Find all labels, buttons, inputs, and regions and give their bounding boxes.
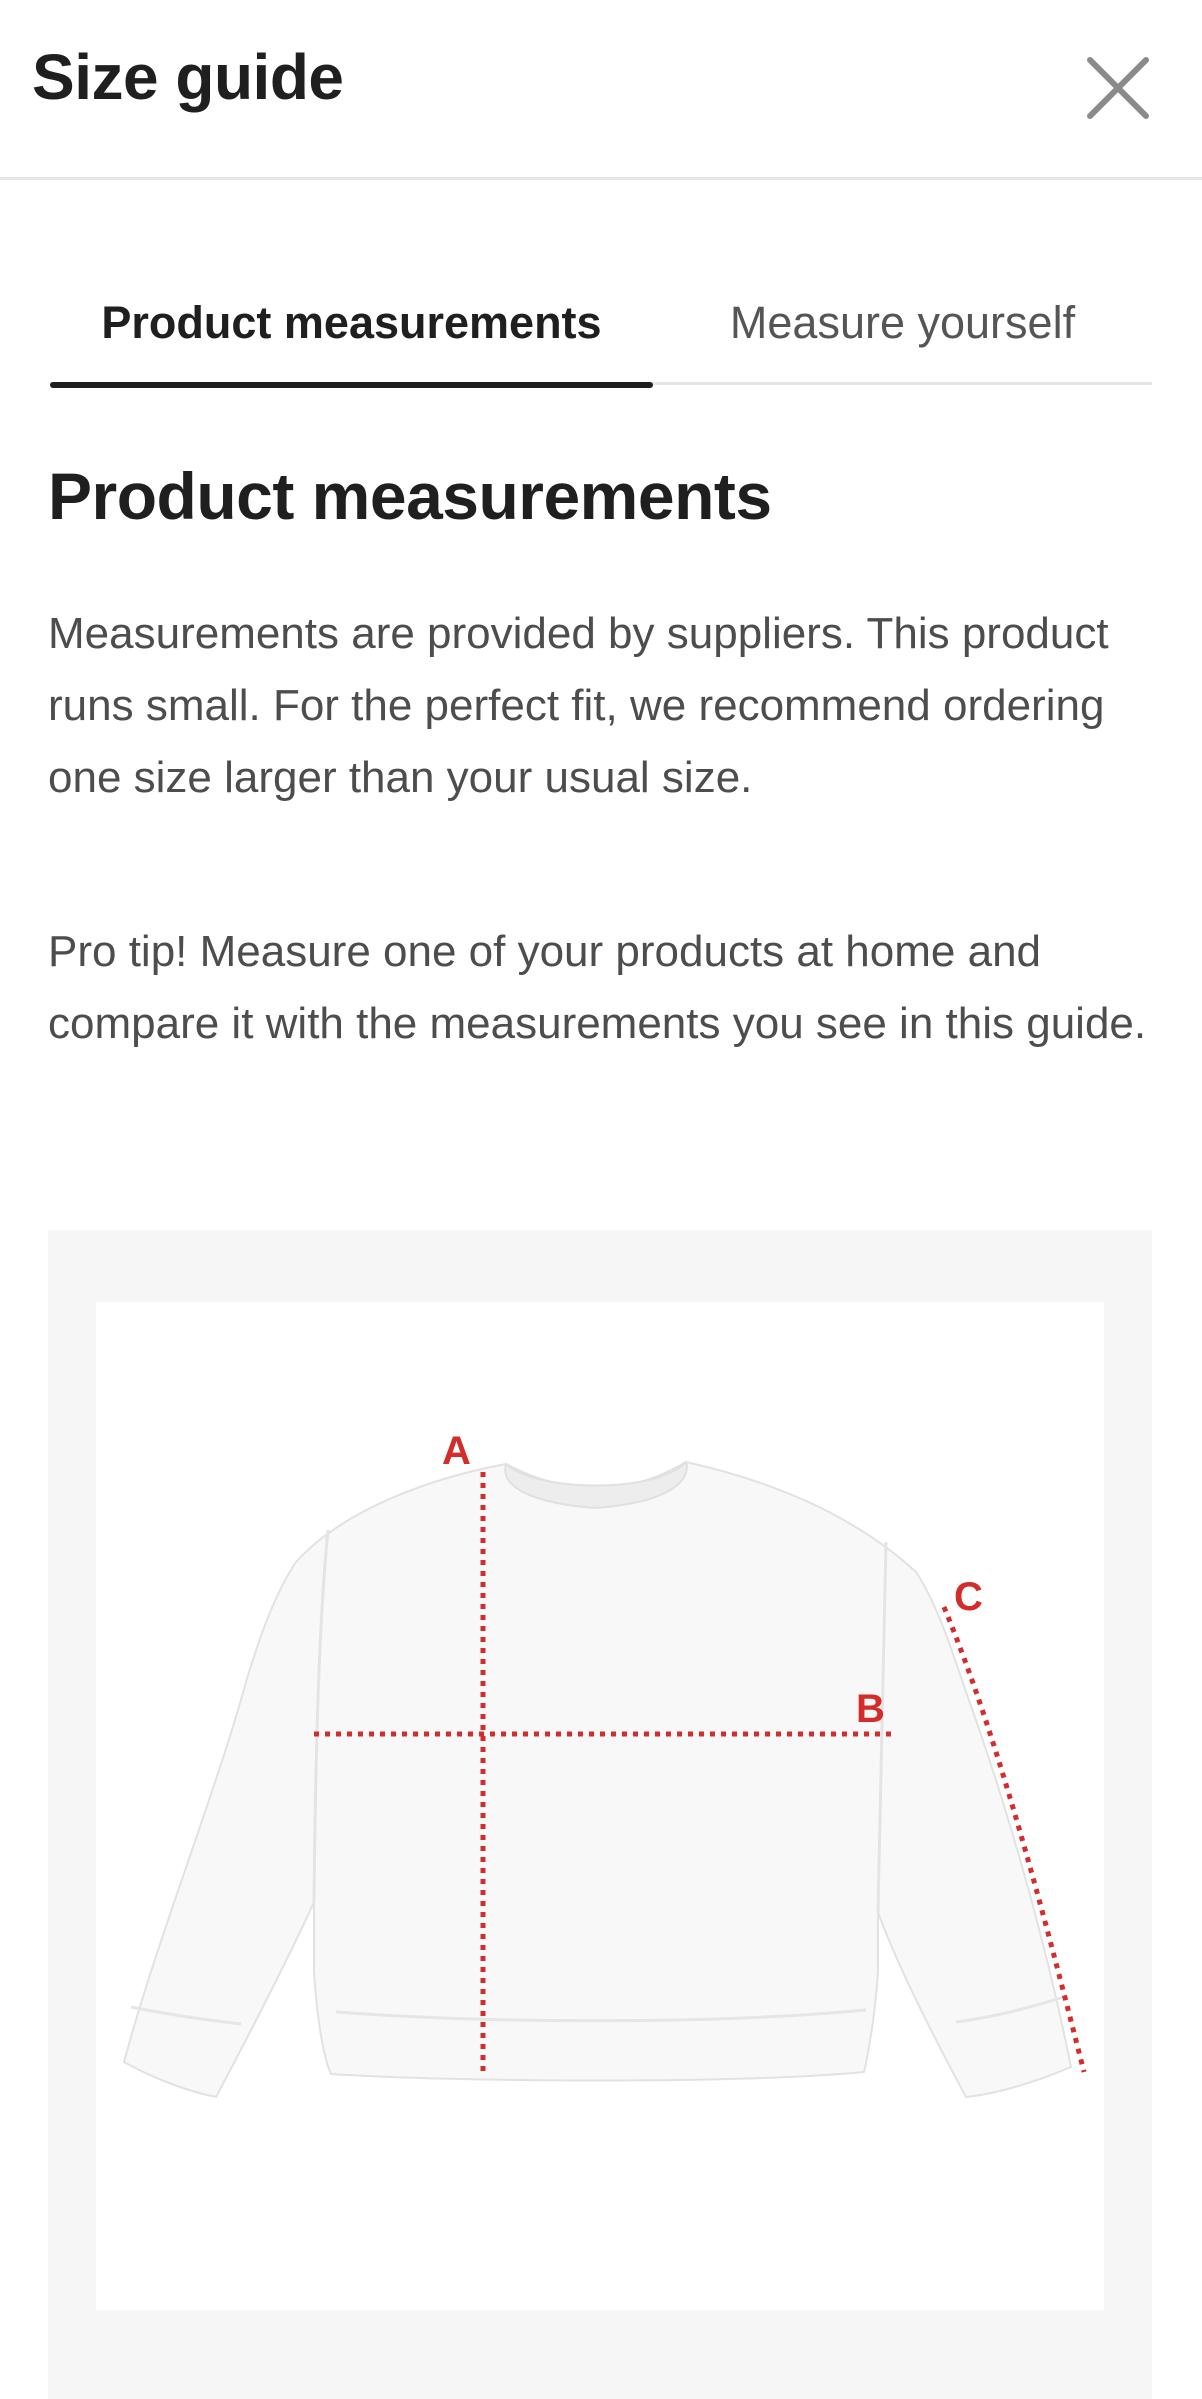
measurement-diagram-container: [48, 1230, 1152, 2399]
label-b: B: [856, 1687, 885, 1731]
sweatshirt-diagram: [96, 1302, 1104, 2310]
label-a: A: [442, 1429, 471, 1473]
supplier-note: Measurements are provided by suppliers. This product runs small. For the perfect fit, we recommend ordering one size larger than your usual size.: [48, 609, 1109, 802]
pro-tip: Pro tip! Measure one of your products at home and compare it with the measurements you see in this guide.: [48, 927, 1147, 1048]
modal-title: Size guide: [32, 41, 344, 113]
tab-product-measurements[interactable]: Product measurements: [50, 260, 653, 385]
modal-header: [0, 0, 1202, 180]
tab-measure-yourself[interactable]: Measure yourself: [729, 296, 1076, 348]
sweatshirt-shape: [124, 1462, 1071, 2097]
close-button[interactable]: [1082, 52, 1154, 124]
close-icon: [1082, 52, 1154, 124]
label-c: C: [954, 1575, 983, 1619]
section-title: Product measurements: [48, 459, 772, 533]
measurement-diagram: [96, 1302, 1104, 2310]
tab-bar: [50, 260, 1152, 385]
